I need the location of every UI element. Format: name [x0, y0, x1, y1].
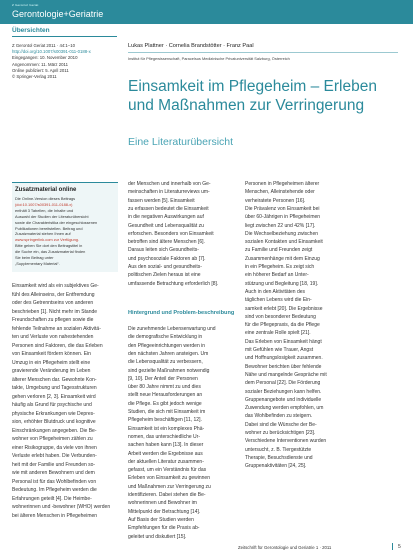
body-text-line: sind von besonderer Bedeutung	[245, 313, 316, 320]
body-text-line: wohner von Pflegeheimen zählen zu	[12, 436, 93, 442]
body-text-line: Daraus leiten sich Gesundheits-	[128, 247, 199, 254]
body-text-line: Arbeit werden die Ergebnisse aus	[128, 450, 203, 457]
body-text-line: fassen werden [5]. Einsamkeit	[128, 197, 195, 204]
journal-header-bar	[0, 0, 413, 24]
body-text-line: Menschen, Alleinstehende oder	[245, 189, 315, 196]
body-text-line: Einschränkungen angegeben. Die Be-	[12, 427, 97, 434]
body-text-line: Personen sind Faktoren, die das Erleben	[12, 342, 103, 349]
body-text-line: Umzug in ein Pflegeheim stellt eine	[12, 359, 91, 366]
body-text-line: [9, 10]. Der Anteil der Personen	[128, 375, 198, 382]
body-text-line: betroffen sind ältere Menschen [6].	[128, 239, 205, 246]
body-text-line: sachen haben kann [13]. In dieser	[128, 442, 204, 449]
body-text-line: und Hoffnungslosigkeit zusammen.	[245, 355, 323, 362]
body-text-line: Mittelpunkt der Betrachtung [14].	[128, 508, 201, 515]
supplementary-line: „Supplementary Material“.	[15, 260, 60, 266]
body-text-line: Das Erleben von Einsamkeit hängt	[245, 338, 322, 345]
body-text-line: von Einsamkeit fördern können. Ein	[12, 351, 91, 357]
body-text-line: in die negativen Auswirkungen auf	[128, 214, 204, 221]
supplementary-line: enthält 3 Tabellen, die Inhalte und	[15, 207, 74, 213]
article-title: Einsamkeit im Pflegeheim – Erleben und Maßnahmen zur Verringerung	[128, 78, 377, 114]
body-text-line: stellt neue Herausforderungen an	[128, 392, 203, 399]
supplementary-box-title: Zusatzmaterial online	[15, 187, 77, 193]
body-text-line: Bewohner berichten über fehlende	[245, 363, 322, 370]
supplementary-line: Sie beim Beitrag unter	[15, 255, 54, 260]
meta-line: Angenommen: 11. März 2011	[12, 61, 68, 67]
body-text-line: ten und Verluste von nahestehenden	[12, 334, 94, 340]
body-text-line: politischen Zielen heraus ist eine	[128, 272, 201, 279]
body-text-line: Zuwendung werden empfohlen, um	[245, 405, 324, 412]
body-text-line: täglichen Lebens wird die Ein-	[245, 297, 312, 304]
supplementary-box	[12, 182, 118, 272]
body-text-line: Empfehlungen für die Praxis ab-	[128, 525, 200, 532]
body-text-line: Gesundheit und Lebensqualität zu	[128, 222, 204, 229]
supplementary-line: sowie die Charakteristika der eingeschlossenen	[15, 219, 98, 225]
body-text-line: Gruppenangebote und individuelle	[245, 396, 322, 403]
body-text-line: Verluste erlebt haben. Die Verbunden-	[12, 453, 97, 459]
meta-line: Z Gerontol Geriat 2011 · 44:1–10	[12, 43, 75, 48]
journal-name: Gerontologie+Geriatrie	[12, 9, 104, 19]
body-text-line: Therapie, Besuchsdienste und	[245, 454, 313, 461]
body-text-line: Aus den sozial- und gesundheits-	[128, 264, 202, 270]
body-text-line: dem Personal [22]. Die Förderung	[245, 380, 321, 387]
body-text-line: stützung und Begleitung [18, 19].	[245, 280, 319, 287]
body-text-line: takte, Umgebung und Tagesstrukturen	[12, 385, 97, 391]
body-text-line: Die Wechselbeziehung zwischen	[245, 230, 319, 237]
body-text-line: untersucht, z. B. Tiergestützte	[245, 446, 312, 453]
body-text-line: mit Gefühlen wie Trauer, Angst	[245, 347, 314, 353]
supplementary-line: Publikationen bereitstellen. Beitrag und	[15, 225, 83, 231]
supplementary-line: Zusatzmaterial stehen Ihnen auf	[15, 231, 71, 237]
author-rule	[128, 52, 398, 53]
body-text-line: Die Prävalenz von Einsamkeit bei	[245, 205, 320, 212]
body-text-line: Studien, die sich mit Einsamkeit im	[128, 409, 206, 415]
body-text-line: Die zunehmende Lebenserwartung und	[128, 326, 216, 332]
body-text-line: Zusammenhänge mit dem Einzug	[245, 255, 320, 262]
body-text-line: liegt zwischen 22 und 42% [17].	[245, 222, 316, 229]
body-text-line: die Pflege. Es gibt jedoch wenige	[128, 400, 202, 407]
body-text-line: sozialen Kontakten und Einsamkeit	[245, 239, 323, 246]
meta-line: Eingegangen: 10. November 2010	[12, 55, 78, 61]
body-text-line: häufig als Grund für psychische und	[12, 402, 92, 408]
body-text-line: über 80 Jahre nimmt zu und dies	[128, 384, 201, 391]
body-text-line: identifizieren. Dabei stehen die Be-	[128, 492, 206, 498]
body-text-line: in ein Pflegeheim. Es zeigt sich	[245, 264, 315, 270]
body-text-line: oder des Getrenntseins von anderen	[12, 300, 94, 306]
body-text-line: zu erfassen bedeutet die Einsamkeit	[128, 205, 209, 212]
supplementary-line: Auswahl der Studien der Literaturübersicht	[15, 213, 89, 219]
body-text-line: zu Familie und Freunden zeigt	[245, 247, 313, 254]
body-text-line: wohnerinnen und -bewohner (WHO) werden	[12, 504, 111, 510]
body-text-line: Bedeutung. Im Pflegeheim werden die	[12, 487, 97, 493]
body-text-line: physische Erkrankungen wie Depres-	[12, 410, 95, 417]
article-authors: Lukas Plattner · Cornelia Brandstötter · Franz Paal	[128, 43, 254, 49]
body-text-line: das Wohlbefinden zu steigern.	[245, 413, 313, 420]
body-text-line: Erfahrungen geteilt [4]. Die Heimbe-	[12, 495, 92, 502]
body-text-line: gefasst, um ein Verständnis für das	[128, 467, 207, 474]
body-text-line: den nächsten Jahren ansteigen. Um	[128, 350, 209, 357]
body-text-line: und Maßnahmen zur Verringerung zu	[128, 483, 211, 490]
body-text-line: umfassende Betrachtung erforderlich [8].	[128, 280, 219, 287]
meta-line: © Springer-Verlag 2011	[12, 74, 57, 79]
body-text-line: samkeit erlebt [20]. Die Ergebnisse	[245, 305, 323, 312]
page-number: 5	[398, 544, 401, 550]
body-text-line: erforschen. Besonders von Einsamkeit	[128, 230, 214, 237]
body-text-line: älterer Menschen dar. Gewohnte Kon-	[12, 376, 97, 383]
body-text-line: wohnerinnen und Bewohner im	[128, 500, 197, 507]
body-text-line: eine zentrale Rolle spielt [21].	[245, 330, 311, 337]
body-text-line: beschrieben [1]. Nicht mehr im Stande	[12, 308, 98, 315]
body-text-line: einer Risikogruppe, da viele von ihnen	[12, 444, 97, 451]
body-text-line: Einsamkeit ist ein komplexes Phä-	[128, 425, 205, 432]
body-text-line: Erleben von Einsamkeit zu gewinnen	[128, 475, 210, 482]
supplementary-line: Bitte geben Sie dort den Beitragstitel in	[15, 243, 83, 249]
doi-link[interactable]: http://doi.org/10.1007/s00391-011-0188-x	[12, 49, 91, 55]
supplementary-line: die Suche ein, das Zusatzmaterial finden	[15, 249, 86, 255]
body-text-line: verheiratete Personen [16].	[245, 197, 306, 204]
body-text-line: der aktuellen Literatur zusammen-	[128, 458, 204, 465]
supplementary-line: Die Online-Version dieses Beitrags	[15, 196, 76, 201]
body-text-line: ein höherer Bedarf an Unter-	[245, 272, 309, 279]
body-text-line: Auf Basis der Studien werden	[128, 516, 194, 523]
supplementary-link[interactable]: (doi:10.1007/s00391-011-0188-x)	[15, 201, 73, 207]
body-text-line: fühl des Alleinseins, der Entfremdung	[12, 291, 95, 298]
body-text-line: und psychosoziale Faktoren ab [7].	[128, 255, 206, 262]
meta-line: Online publiziert: 5. April 2011	[12, 67, 69, 73]
body-text-line: geleitet und diskutiert [15].	[128, 533, 187, 540]
body-text-line: Personen in Pflegeheimen älterer	[245, 181, 320, 187]
body-text-line: den Pflegeeinrichtungen werden in	[128, 342, 205, 349]
article-affiliation: Institut für Pflegewissenschaft, Paracelsus Medizinische Privatuniversität Salzburg, Österreich	[128, 56, 290, 61]
body-text-line: wie mit anderen Bewohnern und dem	[12, 470, 95, 476]
body-text-line: die Lebensqualität zu verbessern,	[128, 359, 203, 366]
body-text-line: Dabei sind die Wünsche der Be-	[245, 421, 317, 428]
body-text-line: über 60-Jährigen in Pflegeheimen	[245, 214, 321, 221]
body-text-line: Auch in den Aktivitäten des	[245, 288, 306, 295]
body-text-line: wohner zu berücksichtigen [23].	[245, 430, 316, 436]
supplementary-link[interactable]: www.springerlink.com zur Verfügung.	[15, 237, 80, 243]
body-text-line: für die Pflegepraxis, da die Pflege	[245, 322, 320, 329]
body-text-line: sion, erhöhter Blutdruck und kognitive	[12, 419, 96, 425]
section-label: Übersichten	[12, 27, 50, 34]
section-rule	[12, 36, 117, 37]
body-text-line: fehlende Teilnahme an sozialen Aktivitä-	[12, 325, 101, 332]
body-text-line: Personal ist für das Wohlbefinden von	[12, 478, 97, 485]
article-subtitle: Eine Literaturübersicht	[128, 136, 234, 148]
body-text-line: der Menschen und innerhalb von Ge-	[128, 181, 211, 187]
body-text-line: nomen, das unterschiedliche Ur-	[128, 433, 200, 440]
body-text-line: meinschaften in Literaturreviews um-	[128, 189, 210, 196]
body-text-line: gravierende Veränderung im Leben	[12, 368, 91, 374]
footer-journal: Zeitschrift für Gerontologie und Geriatrie 1 · 2011	[238, 545, 332, 550]
body-text-line: gehen verloren [2, 3]. Einsamkeit wird	[12, 393, 96, 400]
body-text-line: die demografische Entwicklung in	[128, 334, 203, 341]
body-text-line: Gruppenaktivitäten [24, 25].	[245, 463, 307, 470]
body-text-line: bei älteren Menschen in Pflegeheimen	[12, 512, 98, 519]
journal-abbrev: Z Gerontol Geriat	[12, 3, 39, 7]
body-text-line: Freundschaften zu pflegen sowie die	[12, 317, 94, 323]
body-text-line: sozialer Beziehungen kann helfen.	[245, 388, 322, 395]
section-heading-background: Hintergrund und Problem-beschreibung	[128, 310, 235, 316]
body-text-line: sind gezielte Maßnahmen notwendig	[128, 367, 210, 374]
body-text-line: heit mit der Familie und Freunden so-	[12, 461, 96, 468]
body-text-line: Nähe und mangelnde Gespräche mit	[245, 371, 327, 378]
page-marker	[392, 543, 393, 550]
body-text-line: Einsamkeit wird als ein subjektives Ge-	[12, 283, 99, 289]
body-text-line: Pflegeheim beschäftigen [11, 12].	[128, 417, 202, 424]
body-text-line: Verschiedene Interventionen wurden	[245, 438, 327, 445]
